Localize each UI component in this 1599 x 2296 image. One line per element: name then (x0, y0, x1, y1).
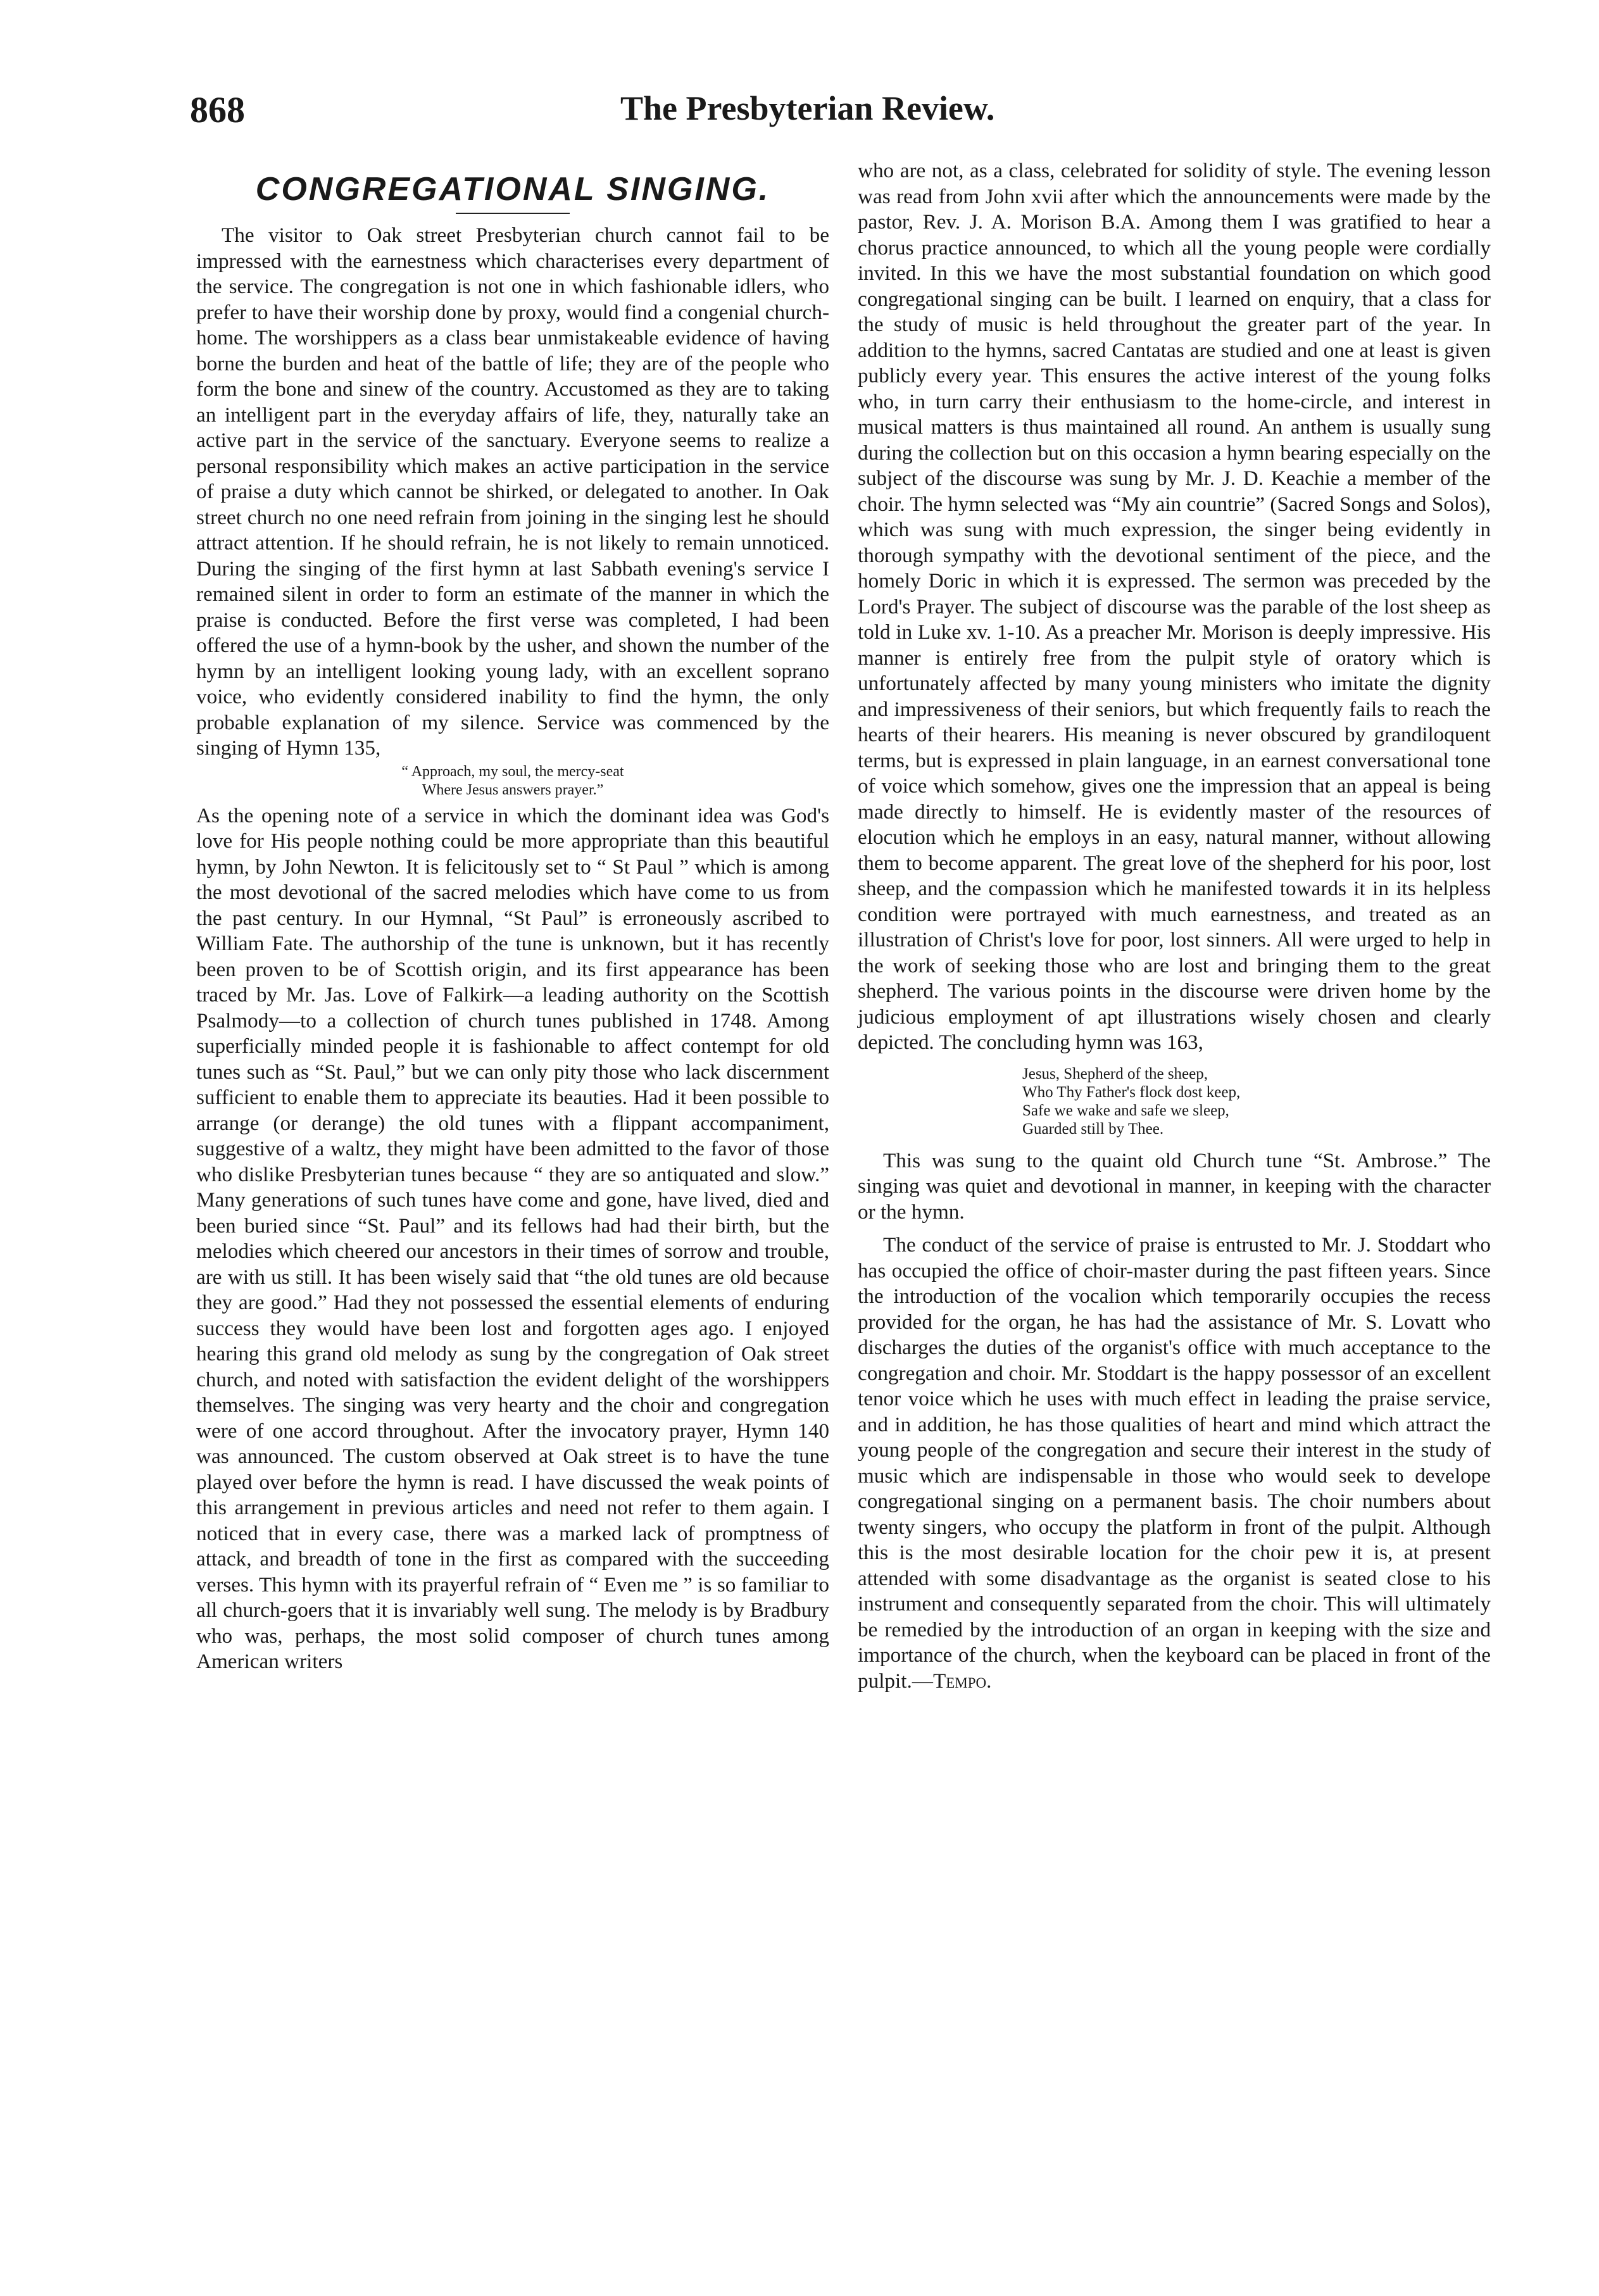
paragraph: As the opening note of a service in which the dominant idea was God's love for His people nothing could be more appropriate than this beautiful hymn, by John Newton. It is felicitously set to “ St Paul ” which is among the most devotional of the sacred melodies which have come to us from the past century. In our Hymnal, “St Paul” is erroneously ascribed to William Fate. The authorship of the tune is unknown, but it has recently been proven to be of Scottish origin, and its first appearance has been traced by Mr. Jas. Love of Falkirk—a leading authority on the Scottish Psalmody—to a collection of church tunes published in 1748. Among superficially minded people it is fashionable to affect contempt for old tunes such as “St. Paul,” but we can only pity those who lack discernment sufficient to enable them to appreciate its beauties. Had it been possible to arrange (or derange) the old tunes with a flippant accompaniment, suggestive of a waltz, they might have been admitted to the favor of those who dislike Presbyterian tunes because “ they are so antiquated and slow.” Many generations of such tunes have come and gone, have lived, died and been buried since “St. Paul” and its fellows had had their birth, but the melodies which cheered our ancestors in their times of sorrow and trouble, are with us still. It has been wisely said that “the old tunes are old because they are good.” Had they not possessed the essential elements of enduring success they would have been lost and forgotten ages ago. I enjoyed hearing this grand old melody as sung by the congregation of Oak street church, and noted with satisfaction the evident delight of the worshippers themselves. The singing was very hearty and the choir and congregation were of one accord throughout. After the invocatory prayer, Hymn 140 was announced. The custom observed at Oak street is to have the tune played over before the hymn is read. I have discussed the weak points of this arrangement in previous articles and need not refer to them again. I noticed that in every case, there was a marked lack of promptness of attack, and breadth of tone in the first as compared with the succeeding verses. This hymn with its prayerful refrain of “ Even me ” is so familiar to all church-goers that it is invariably well sung. The melody is by Bradbury who was, perhaps, the most solid composer of church tunes among American writers (196, 803, 829, 1673)
author-signature: Tempo. (932, 1669, 992, 1693)
paragraph: The visitor to Oak street Presbyterian church cannot fail to be impressed with the earnestness which characterises every department of the service. The congregation is not one in which fashionable idlers, who prefer to have their worship done by proxy, would find a congenial church-home. The worshippers as a class bear unmistakeable evidence of having borne the burden and heat of the battle of life; they are of the people who form the bone and sinew of the country. Accustomed as they are to taking an intelligent part in the everyday affairs of life, they, naturally take an active part in the service of the sanctuary. Everyone seems to realize a personal responsibility which makes an active participation in the service of praise a duty which cannot be shirked, or delegated to another. In Oak street church no one need refrain from joining in the singing lest he should attract attention. If he should refrain, he is not likely to remain unnoticed. During the singing of the first hymn at last Sabbath evening's service I remained silent in order to form an estimate of the manner in which the praise is conducted. Before the first verse was completed, I had been offered the use of a hymn-book by the usher, and shown the number of the hymn by an intelligent looking young lady, with an excellent soprano voice, who evidently considered inability to find the hymn, the only probable explanation of my silence. Service was commenced by the singing of Hymn 135, (196, 223, 829, 760)
paragraph: This was sung to the quaint old Church tune “St. Ambrose.” The singing was quiet and devotional in manner, in keeping with the character or the hymn. (858, 1148, 1491, 1224)
hymn-quote (196, 763, 829, 800)
verse-line: Guarded still by Thee. (1022, 1120, 1164, 1138)
hymn-quote (1022, 1065, 1491, 1138)
verse-line: Jesus, Shepherd of the sheep, (1022, 1065, 1208, 1082)
paragraph-text: The conduct of the service of praise is entrusted to Mr. J. Stoddart who has occupied the office of choir-master during the past fifteen years. Since the introduction of the vocalion which temporarily occupies the recess provided for the organ, he has had the assistance of Mr. S. Lovatt who discharges the duties of the organist's office with much acceptance to the congregation and choir. Mr. Stoddart is the happy possessor of an excellent tenor voice which he uses with much effect in leading the praise service, and in addition, he has those qualities of heart and mind which attract the young people of the congregation and secure their interest in the study of music which are indispensable in those who would seek to develope congregational singing on a permanent basis. The choir numbers about twenty singers, who occupy the platform in front of the pulpit. Although this is the most desirable location for the choir pew it is, at present attended with some disadvantage as the organist is seated close to his instrument and consequently separated from the choir. This will ultimately be remedied by the introduction of an organ in keeping with the size and importance of the church, when the keyboard can be placed in front of the pulpit.— (858, 1233, 1491, 1693)
paragraph: who are not, as a class, celebrated for solidity of style. The evening lesson was read from John xvii after which the announcements were made by the pastor, Rev. J. A. Morison B.A. Among them I was gratified to hear a chorus practice announced, to which all the young people were cordially invited. In this we have the most substantial foundation on which good congregational singing can be built. I learned on enquiry, that a class for the study of music is held throughout the greater part of the year. In addition to the hymns, sacred Cantatas are studied and one at least is given publicly every year. This ensures the active interest of the young folks who, in turn carry their enthusiasm to the home-circle, and interest in musical matters is thus maintained all round. An anthem is usually sung during the collection but on this occasion a hymn bearing especially on the subject of the discourse was sung by Mr. J. D. Keachie a member of the choir. The hymn selected was “My ain countrie” (Sacred Songs and Solos), which was sung with much expression, the singer being evidently in thorough sympathy with the devotional sentiment of the piece, and the homely Doric in which it is expressed. The sermon was preceded by the Lord's Prayer. The subject of discourse was the parable of the lost sheep as told in Luke xv. 1-10. As a preacher Mr. Morison is deeply impressive. His manner is entirely free from the pulpit style of oratory which is unfortunately affected by many young ministers who imitate the dignity and impressiveness of their seniors, but which frequently fails to reach the hearts of their hearers. His meaning is never obscured by grandiloquent terms, but is expressed in plain language, in an earnest conversational tone of voice which somehow, gives one the impression that an appeal is being made directly to himself. He is evidently master of the resources of elocution which he employs in an easy, natural manner, without allowing them to become apparent. The great love of the shepherd for his poor, lost sheep, and the compassion which he manifested towards it in its helpless condition were portrayed with much earnestness, and treated as an illustration of Christ's love for poor, lost sinners. All were urged to help in the work of seeking those who are lost and bringing them to the great shepherd. The various points in the discourse were driven home by the judicious employment of apt illustrations wisely chosen and clearly depicted. The concluding hymn was 163, (858, 159, 1491, 1054)
right-column (858, 158, 1491, 1694)
journal-title: The Presbyterian Review. (620, 89, 995, 127)
title-rule (456, 213, 570, 214)
article-title: CONGREGATIONAL SINGING. (255, 171, 770, 208)
page-number: 868 (190, 89, 245, 130)
verse-line: Where Jesus answers prayer.” (422, 781, 604, 798)
left-column (196, 158, 829, 1675)
verse-line: Safe we wake and safe we sleep, (1022, 1101, 1229, 1119)
paragraph (858, 1233, 1491, 1694)
verse-line: Who Thy Father's flock dost keep, (1022, 1083, 1241, 1101)
verse-line: “ Approach, my soul, the mercy-seat (401, 763, 624, 780)
